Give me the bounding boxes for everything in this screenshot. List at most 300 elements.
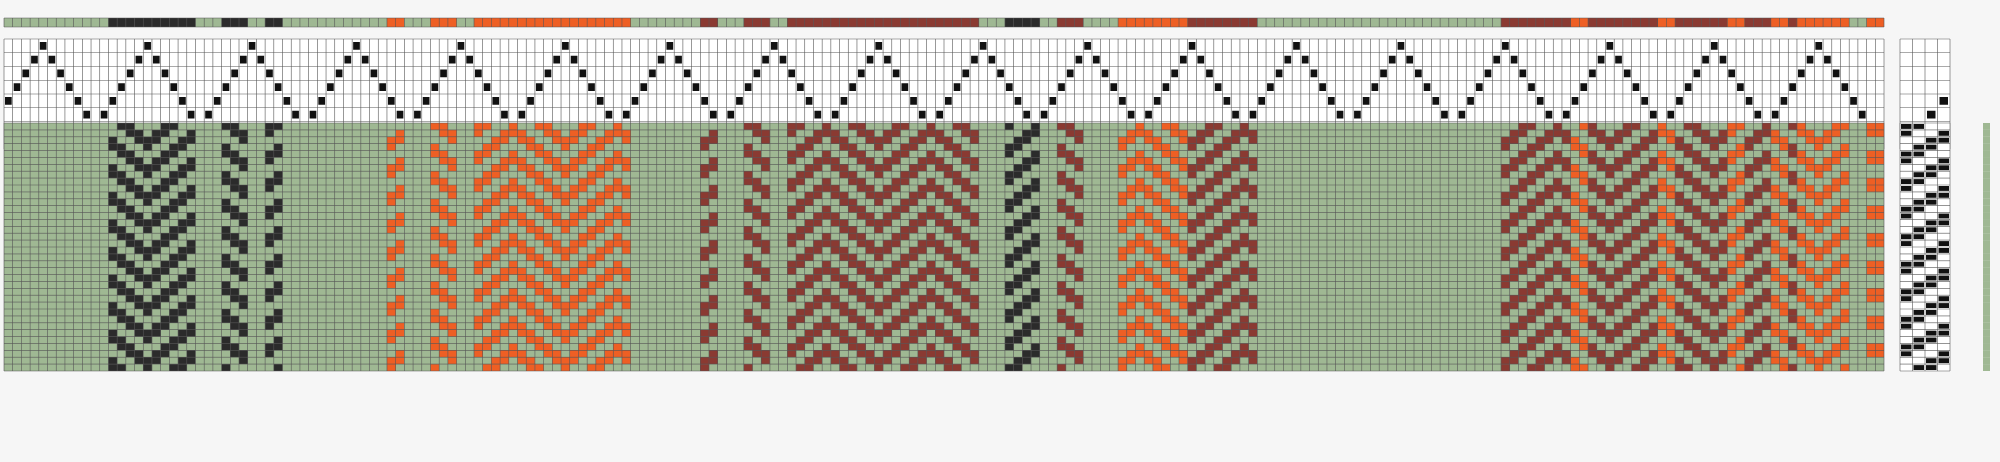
- drawdown-cell: [413, 151, 422, 158]
- drawdown-cell: [204, 171, 213, 178]
- warp-color-cell: [1083, 18, 1092, 27]
- drawdown-cell: [1823, 199, 1832, 206]
- drawdown-cell: [1588, 185, 1597, 192]
- drawdown-cell: [578, 226, 587, 233]
- drawdown-cell: [1275, 233, 1284, 240]
- drawdown-cell: [822, 130, 831, 137]
- warp-color-cell: [944, 18, 953, 27]
- drawdown-cell: [1701, 247, 1710, 254]
- drawdown-cell: [239, 261, 248, 268]
- drawdown-cell: [4, 171, 13, 178]
- drawdown-cell: [1257, 144, 1266, 151]
- drawdown-cell: [822, 171, 831, 178]
- drawdown-cell: [970, 151, 979, 158]
- drawdown-cell: [1762, 247, 1771, 254]
- drawdown-cell: [1170, 213, 1179, 220]
- drawdown-cell: [117, 219, 126, 226]
- drawdown-cell: [961, 157, 970, 164]
- drawdown-cell: [82, 268, 91, 275]
- drawdown-cell: [1301, 178, 1310, 185]
- drawdown-cell: [1014, 199, 1023, 206]
- drawdown-cell: [213, 213, 222, 220]
- drawdown-cell: [935, 247, 944, 254]
- warp-color-cell: [222, 18, 231, 27]
- drawdown-cell: [1832, 233, 1841, 240]
- drawdown-cell: [1475, 226, 1484, 233]
- drawdown-cell: [857, 240, 866, 247]
- drawdown-cell: [108, 164, 117, 171]
- drawdown-cell: [1075, 171, 1084, 178]
- drawdown-cell: [970, 144, 979, 151]
- drawdown-cell: [605, 199, 614, 206]
- drawdown-cell: [1266, 157, 1275, 164]
- drawdown-cell: [1370, 247, 1379, 254]
- drawdown-cell: [518, 226, 527, 233]
- drawdown-cell: [1353, 123, 1362, 130]
- drawdown-cell: [187, 157, 196, 164]
- drawdown-cell: [1423, 213, 1432, 220]
- drawdown-cell: [709, 199, 718, 206]
- drawdown-cell: [1579, 199, 1588, 206]
- drawdown-cell: [100, 123, 109, 130]
- drawdown-cell: [1240, 206, 1249, 213]
- drawdown-cell: [587, 130, 596, 137]
- drawdown-cell: [1318, 247, 1327, 254]
- drawdown-cell: [1440, 247, 1449, 254]
- drawdown-cell: [700, 164, 709, 171]
- drawdown-cell: [1135, 213, 1144, 220]
- drawdown-cell: [326, 199, 335, 206]
- drawdown-cell: [404, 247, 413, 254]
- threading-mark: [1380, 70, 1387, 78]
- drawdown-cell: [753, 247, 762, 254]
- drawdown-cell: [1693, 226, 1702, 233]
- drawdown-cell: [135, 185, 144, 192]
- drawdown-cell: [1814, 226, 1823, 233]
- drawdown-cell: [404, 137, 413, 144]
- drawdown-cell: [1614, 247, 1623, 254]
- threading-mark: [1128, 111, 1135, 119]
- drawdown-cell: [1466, 144, 1475, 151]
- threading-mark: [606, 111, 613, 119]
- threading-mark: [1328, 97, 1335, 105]
- drawdown-cell: [596, 213, 605, 220]
- drawdown-cell: [805, 185, 814, 192]
- drawdown-cell: [970, 137, 979, 144]
- drawdown-cell: [117, 178, 126, 185]
- drawdown-cell: [918, 185, 927, 192]
- drawdown-cell: [1867, 199, 1876, 206]
- drawdown-cell: [840, 261, 849, 268]
- drawdown-cell: [222, 144, 231, 151]
- drawdown-cell: [30, 185, 39, 192]
- drawdown-cell: [1083, 164, 1092, 171]
- drawdown-cell: [370, 219, 379, 226]
- drawdown-cell: [953, 123, 962, 130]
- drawdown-cell: [1719, 144, 1728, 151]
- drawdown-cell: [187, 130, 196, 137]
- drawdown-cell: [1362, 254, 1371, 261]
- drawdown-cell: [1327, 192, 1336, 199]
- drawdown-cell: [544, 199, 553, 206]
- threading-mark: [240, 56, 247, 64]
- drawdown-cell: [1806, 254, 1815, 261]
- drawdown-cell: [1336, 199, 1345, 206]
- drawdown-cell: [1710, 192, 1719, 199]
- drawdown-cell: [1510, 254, 1519, 261]
- drawdown-cell: [1423, 261, 1432, 268]
- drawdown-cell: [1353, 171, 1362, 178]
- drawdown-cell: [935, 164, 944, 171]
- drawdown-cell: [735, 261, 744, 268]
- drawdown-cell: [370, 123, 379, 130]
- drawdown-cell: [1266, 254, 1275, 261]
- drawdown-cell: [135, 219, 144, 226]
- drawdown-cell: [674, 240, 683, 247]
- drawdown-cell: [265, 185, 274, 192]
- drawdown-cell: [883, 178, 892, 185]
- drawdown-cell: [1684, 233, 1693, 240]
- drawdown-cell: [1353, 151, 1362, 158]
- drawdown-cell: [996, 123, 1005, 130]
- drawdown-cell: [457, 137, 466, 144]
- drawdown-cell: [1710, 185, 1719, 192]
- drawdown-cell: [1162, 164, 1171, 171]
- drawdown-cell: [30, 137, 39, 144]
- drawdown-cell: [665, 144, 674, 151]
- drawdown-cell: [683, 144, 692, 151]
- drawdown-cell: [457, 171, 466, 178]
- drawdown-cell: [335, 130, 344, 137]
- drawdown-cell: [1632, 206, 1641, 213]
- drawdown-cell: [1562, 123, 1571, 130]
- drawdown-cell: [483, 219, 492, 226]
- drawdown-cell: [82, 137, 91, 144]
- drawdown-cell: [1510, 219, 1519, 226]
- drawdown-cell: [1588, 130, 1597, 137]
- threading-mark: [1589, 70, 1596, 78]
- drawdown-cell: [1771, 240, 1780, 247]
- drawdown-cell: [30, 130, 39, 137]
- drawdown-cell: [283, 219, 292, 226]
- drawdown-cell: [1301, 219, 1310, 226]
- drawdown-cell: [892, 137, 901, 144]
- drawdown-cell: [1693, 178, 1702, 185]
- drawdown-cell: [1806, 247, 1815, 254]
- drawdown-cell: [1832, 123, 1841, 130]
- drawdown-cell: [1075, 130, 1084, 137]
- drawdown-cell: [918, 254, 927, 261]
- drawdown-cell: [213, 123, 222, 130]
- drawdown-cell: [1745, 164, 1754, 171]
- drawdown-cell: [1292, 213, 1301, 220]
- warp-color-cell: [1788, 18, 1797, 27]
- drawdown-cell: [1231, 157, 1240, 164]
- drawdown-cell: [726, 151, 735, 158]
- drawdown-cell: [1205, 151, 1214, 158]
- drawdown-cell: [1179, 192, 1188, 199]
- drawdown-cell: [248, 164, 257, 171]
- drawdown-cell: [735, 192, 744, 199]
- drawdown-cell: [526, 213, 535, 220]
- drawdown-cell: [970, 247, 979, 254]
- drawdown-cell: [1101, 247, 1110, 254]
- drawdown-cell: [535, 219, 544, 226]
- threading-mark: [231, 70, 238, 78]
- drawdown-cell: [48, 268, 57, 275]
- drawdown-cell: [831, 233, 840, 240]
- drawdown-cell: [700, 226, 709, 233]
- drawdown-cell: [518, 130, 527, 137]
- drawdown-cell: [909, 192, 918, 199]
- drawdown-cell: [700, 157, 709, 164]
- drawdown-cell: [1223, 157, 1232, 164]
- drawdown-cell: [1327, 164, 1336, 171]
- drawdown-cell: [935, 171, 944, 178]
- drawdown-cell: [718, 233, 727, 240]
- drawdown-cell: [552, 233, 561, 240]
- drawdown-cell: [1518, 130, 1527, 137]
- drawdown-cell: [4, 137, 13, 144]
- drawdown-cell: [613, 137, 622, 144]
- drawdown-cell: [1501, 137, 1510, 144]
- drawdown-cell: [1379, 254, 1388, 261]
- threading-mark: [136, 56, 143, 64]
- drawdown-cell: [1867, 240, 1876, 247]
- drawdown-cell: [1597, 240, 1606, 247]
- drawdown-cell: [526, 240, 535, 247]
- drawdown-cell: [1075, 123, 1084, 130]
- drawdown-cell: [1188, 254, 1197, 261]
- drawdown-cell: [813, 206, 822, 213]
- drawdown-cell: [1379, 213, 1388, 220]
- drawdown-cell: [1858, 164, 1867, 171]
- drawdown-cell: [1666, 261, 1675, 268]
- drawdown-cell: [561, 123, 570, 130]
- drawdown-cell: [1353, 233, 1362, 240]
- drawdown-cell: [474, 157, 483, 164]
- drawdown-cell: [813, 226, 822, 233]
- threading-mark: [1232, 111, 1239, 119]
- threading-mark: [1772, 111, 1779, 119]
- drawdown-cell: [1301, 192, 1310, 199]
- drawdown-cell: [91, 130, 100, 137]
- drawdown-cell: [1710, 123, 1719, 130]
- drawdown-cell: [927, 144, 936, 151]
- drawdown-cell: [1545, 137, 1554, 144]
- drawdown-cell: [1797, 178, 1806, 185]
- drawdown-cell: [1075, 226, 1084, 233]
- drawdown-cell: [544, 185, 553, 192]
- drawdown-cell: [100, 213, 109, 220]
- drawdown-cell: [1875, 213, 1884, 220]
- drawdown-cell: [709, 240, 718, 247]
- drawdown-cell: [1370, 130, 1379, 137]
- drawdown-cell: [1223, 233, 1232, 240]
- drawdown-cell: [1397, 192, 1406, 199]
- drawdown-cell: [56, 157, 65, 164]
- drawdown-cell: [1449, 206, 1458, 213]
- drawdown-cell: [935, 144, 944, 151]
- drawdown-cell: [805, 144, 814, 151]
- drawdown-cell: [1283, 219, 1292, 226]
- drawdown-cell: [1423, 178, 1432, 185]
- drawdown-cell: [1231, 123, 1240, 130]
- drawdown-cell: [726, 240, 735, 247]
- drawdown-cell: [1196, 130, 1205, 137]
- drawdown-cell: [1075, 192, 1084, 199]
- drawdown-cell: [578, 178, 587, 185]
- drawdown-cell: [1614, 213, 1623, 220]
- drawdown-cell: [1353, 254, 1362, 261]
- drawdown-cell: [900, 157, 909, 164]
- drawdown-cell: [204, 151, 213, 158]
- drawdown-cell: [1710, 206, 1719, 213]
- drawdown-cell: [892, 144, 901, 151]
- warp-color-cell: [126, 18, 135, 27]
- drawdown-cell: [1614, 206, 1623, 213]
- drawdown-cell: [1440, 199, 1449, 206]
- drawdown-cell: [1109, 130, 1118, 137]
- drawdown-cell: [1788, 213, 1797, 220]
- drawdown-cell: [831, 192, 840, 199]
- drawdown-cell: [1310, 254, 1319, 261]
- drawdown-cell: [1858, 199, 1867, 206]
- drawdown-cell: [561, 199, 570, 206]
- threading-mark: [901, 83, 908, 91]
- drawdown-cell: [1118, 192, 1127, 199]
- drawdown-cell: [1370, 137, 1379, 144]
- threading-mark: [588, 83, 595, 91]
- drawdown-cell: [970, 171, 979, 178]
- drawdown-cell: [996, 206, 1005, 213]
- drawdown-cell: [1536, 226, 1545, 233]
- drawdown-cell: [161, 171, 170, 178]
- drawdown-cell: [1101, 157, 1110, 164]
- drawdown-cell: [953, 206, 962, 213]
- drawdown-cell: [970, 254, 979, 261]
- drawdown-cell: [1545, 130, 1554, 137]
- drawdown-cell: [840, 130, 849, 137]
- drawdown-cell: [1605, 233, 1614, 240]
- drawdown-cell: [1640, 164, 1649, 171]
- drawdown-cell: [195, 254, 204, 261]
- drawdown-cell: [117, 261, 126, 268]
- drawdown-cell: [370, 206, 379, 213]
- drawdown-cell: [265, 240, 274, 247]
- warp-color-cell: [718, 18, 727, 27]
- drawdown-cell: [1545, 185, 1554, 192]
- warp-color-cell: [413, 18, 422, 27]
- drawdown-cell: [1214, 151, 1223, 158]
- drawdown-cell: [561, 130, 570, 137]
- drawdown-cell: [1518, 254, 1527, 261]
- drawdown-cell: [518, 137, 527, 144]
- drawdown-cell: [108, 130, 117, 137]
- drawdown-cell: [927, 130, 936, 137]
- drawdown-cell: [526, 233, 535, 240]
- drawdown-cell: [1823, 240, 1832, 247]
- drawdown-cell: [1832, 199, 1841, 206]
- drawdown-cell: [91, 268, 100, 275]
- drawdown-cell: [1075, 213, 1084, 220]
- drawdown-cell: [953, 247, 962, 254]
- warp-color-cell: [404, 18, 413, 27]
- drawdown-cell: [509, 144, 518, 151]
- drawdown-cell: [256, 185, 265, 192]
- drawdown-cell: [239, 185, 248, 192]
- drawdown-cell: [422, 219, 431, 226]
- drawdown-cell: [152, 185, 161, 192]
- drawdown-cell: [1362, 219, 1371, 226]
- drawdown-cell: [1527, 178, 1536, 185]
- drawdown-cell: [744, 199, 753, 206]
- drawdown-cell: [1649, 261, 1658, 268]
- drawdown-cell: [1527, 240, 1536, 247]
- drawdown-cell: [1466, 233, 1475, 240]
- drawdown-cell: [1022, 151, 1031, 158]
- drawdown-cell: [500, 226, 509, 233]
- drawdown-cell: [117, 137, 126, 144]
- drawdown-cell: [1405, 233, 1414, 240]
- threading-mark: [1023, 111, 1030, 119]
- drawdown-cell: [117, 233, 126, 240]
- drawdown-cell: [1806, 240, 1815, 247]
- drawdown-cell: [1666, 206, 1675, 213]
- drawdown-cell: [753, 144, 762, 151]
- drawdown-cell: [1336, 171, 1345, 178]
- drawdown-cell: [648, 164, 657, 171]
- drawdown-cell: [1431, 157, 1440, 164]
- drawdown-cell: [1022, 206, 1031, 213]
- drawdown-cell: [988, 144, 997, 151]
- drawdown-cell: [1449, 199, 1458, 206]
- drawdown-cell: [1196, 233, 1205, 240]
- drawdown-cell: [1518, 226, 1527, 233]
- threading-mark: [1781, 97, 1788, 105]
- drawdown-cell: [1153, 233, 1162, 240]
- drawdown-cell: [361, 206, 370, 213]
- drawdown-cell: [56, 171, 65, 178]
- warp-color-cell: [1196, 18, 1205, 27]
- drawdown-cell: [1283, 151, 1292, 158]
- drawdown-cell: [831, 261, 840, 268]
- drawdown-cell: [1492, 164, 1501, 171]
- drawdown-cell: [1370, 185, 1379, 192]
- threading-mark: [780, 56, 787, 64]
- drawdown-cell: [1588, 178, 1597, 185]
- threading-mark: [1746, 97, 1753, 105]
- drawdown-cell: [996, 137, 1005, 144]
- drawdown-cell: [1649, 206, 1658, 213]
- drawdown-cell: [779, 123, 788, 130]
- drawdown-cell: [100, 240, 109, 247]
- drawdown-cell: [13, 219, 22, 226]
- drawdown-cell: [1014, 213, 1023, 220]
- drawdown-cell: [213, 137, 222, 144]
- drawdown-cell: [1388, 164, 1397, 171]
- drawdown-cell: [1710, 240, 1719, 247]
- drawdown-cell: [1710, 254, 1719, 261]
- drawdown-cell: [535, 254, 544, 261]
- drawdown-cell: [1666, 247, 1675, 254]
- drawdown-cell: [1501, 261, 1510, 268]
- drawdown-cell: [1588, 261, 1597, 268]
- drawdown-cell: [448, 192, 457, 199]
- drawdown-cell: [135, 157, 144, 164]
- drawdown-cell: [1005, 233, 1014, 240]
- drawdown-cell: [439, 219, 448, 226]
